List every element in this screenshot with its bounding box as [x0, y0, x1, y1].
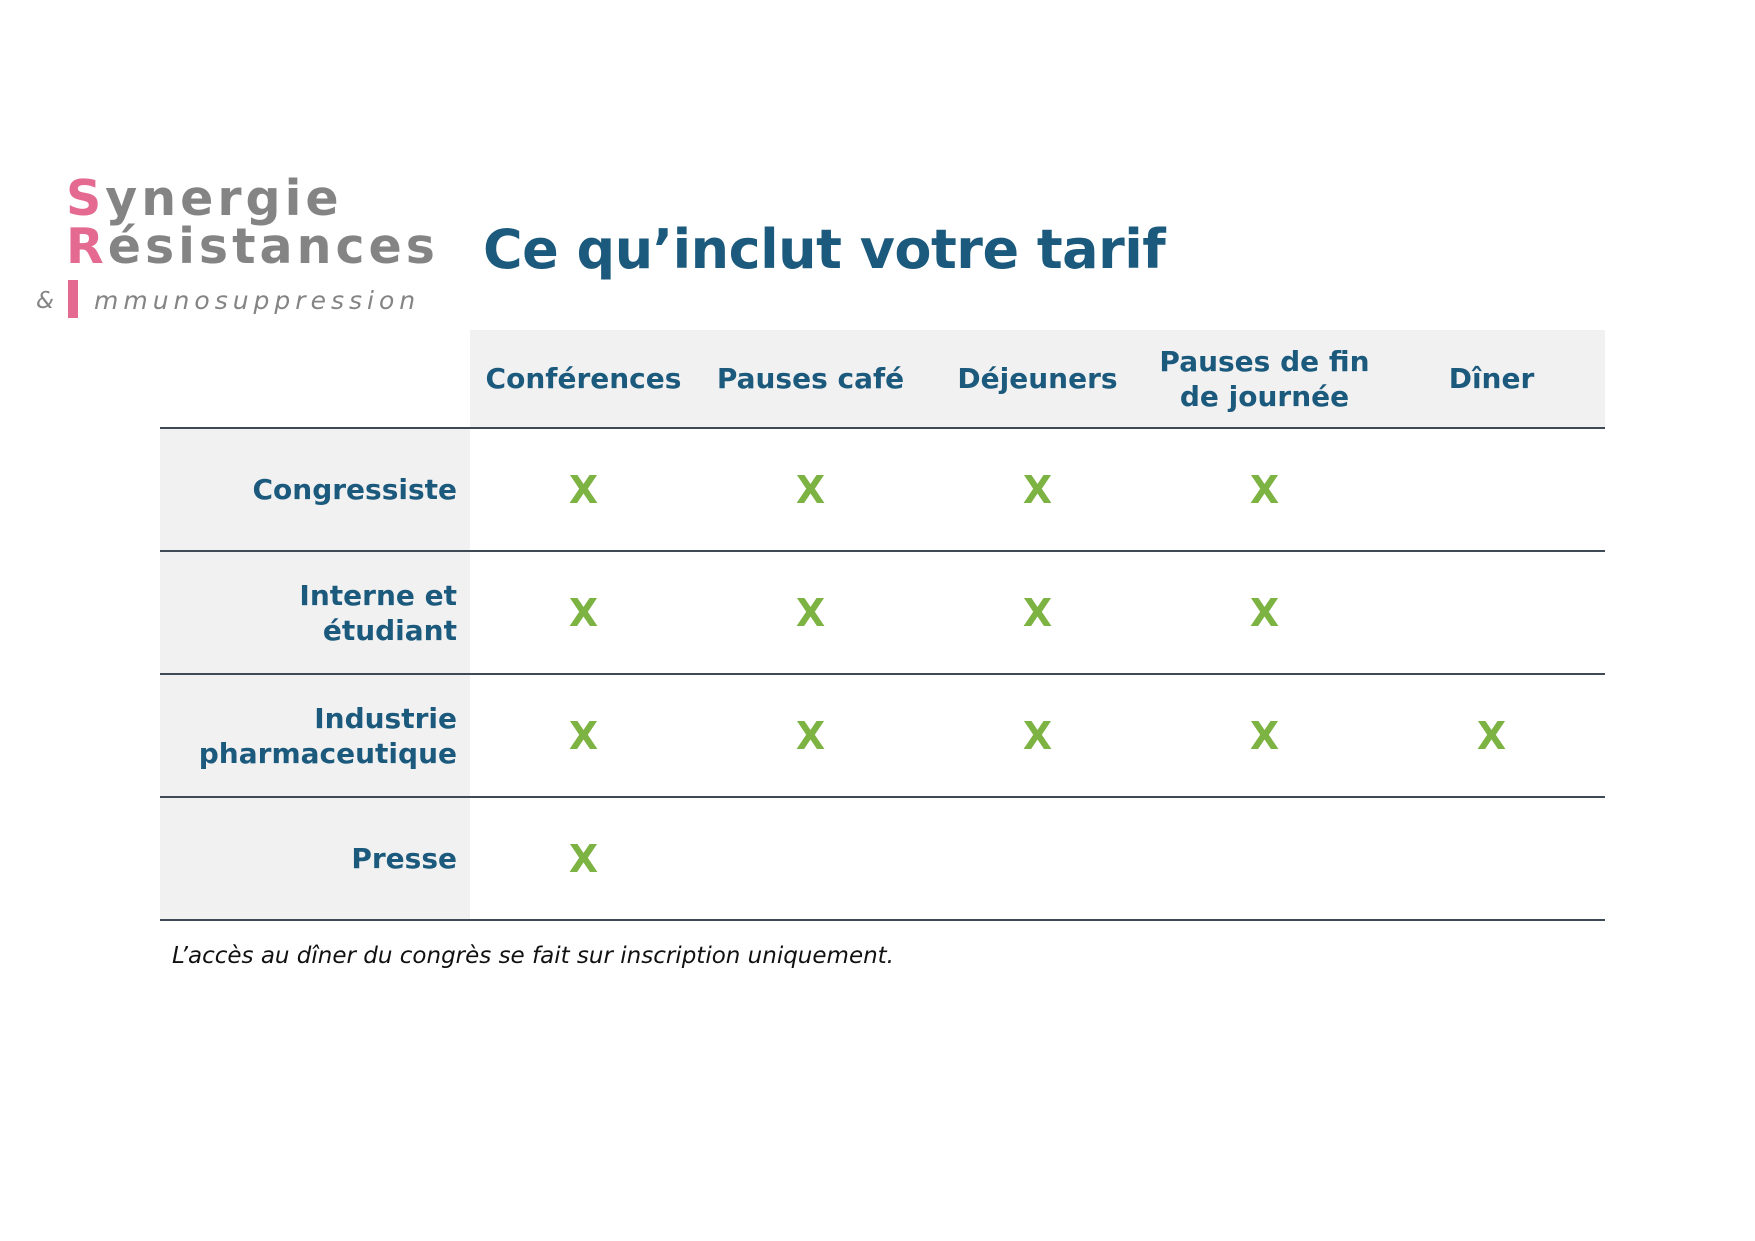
table-cell: [1378, 429, 1605, 550]
table-cell: X: [1249, 713, 1280, 758]
logo-line-resistances: [66, 218, 439, 275]
table-cell: X: [1476, 713, 1507, 758]
table-divider: [160, 919, 1605, 921]
page-title: Ce qu’inclut votre tarif: [483, 218, 1166, 281]
table-cell: X: [1022, 467, 1053, 512]
pricing-inclusions-table: [160, 330, 1605, 921]
column-header-diner: Dîner: [1448, 362, 1535, 395]
table-cell: X: [568, 713, 599, 758]
row-header: Presse: [160, 798, 470, 919]
table-header-row: [160, 330, 1605, 427]
table-cell: X: [1249, 590, 1280, 635]
table-row-industrie: [160, 675, 1605, 796]
logo-text-immunosuppression: mmunosuppression: [94, 286, 421, 315]
column-header-conferences: Conférences: [485, 362, 682, 395]
row-header: Congressiste: [160, 429, 470, 550]
logo-text-resistances: ésistances: [107, 218, 439, 275]
logo-letter-r: R: [66, 218, 108, 275]
table-cell: X: [1022, 713, 1053, 758]
row-header: Interne et étudiant: [160, 552, 470, 673]
table-cell: X: [568, 467, 599, 512]
column-header-dejeuners: Déjeuners: [957, 362, 1118, 395]
row-header: Industrie pharmaceutique: [160, 675, 470, 796]
table-cell: X: [795, 467, 826, 512]
logo: [36, 170, 439, 330]
table-cell: X: [1249, 467, 1280, 512]
logo-ampersand: &: [36, 288, 54, 314]
table-cell: X: [568, 590, 599, 635]
column-header-pauses-fin-journee: Pauses de fin de journée: [1159, 344, 1370, 413]
table-cell: X: [568, 836, 599, 881]
logo-letter-s: S: [66, 170, 106, 227]
column-header-pauses-cafe: Pauses café: [716, 362, 905, 395]
footnote: L’accès au dîner du congrès se fait sur inscription uniquement.: [172, 943, 894, 969]
table-cell: [924, 798, 1151, 919]
table-cell: [697, 798, 924, 919]
table-row-interne-etudiant: [160, 552, 1605, 673]
table-cell: X: [1022, 590, 1053, 635]
table-row-presse: [160, 798, 1605, 919]
table-cell: [1378, 798, 1605, 919]
logo-letter-i-bar: [68, 280, 78, 318]
logo-text-synergie: ynergie: [105, 170, 343, 227]
table-cell: X: [795, 590, 826, 635]
table-cell: [1378, 552, 1605, 673]
table-row-congressiste: [160, 429, 1605, 550]
table-cell: [1151, 798, 1378, 919]
table-cell: X: [795, 713, 826, 758]
